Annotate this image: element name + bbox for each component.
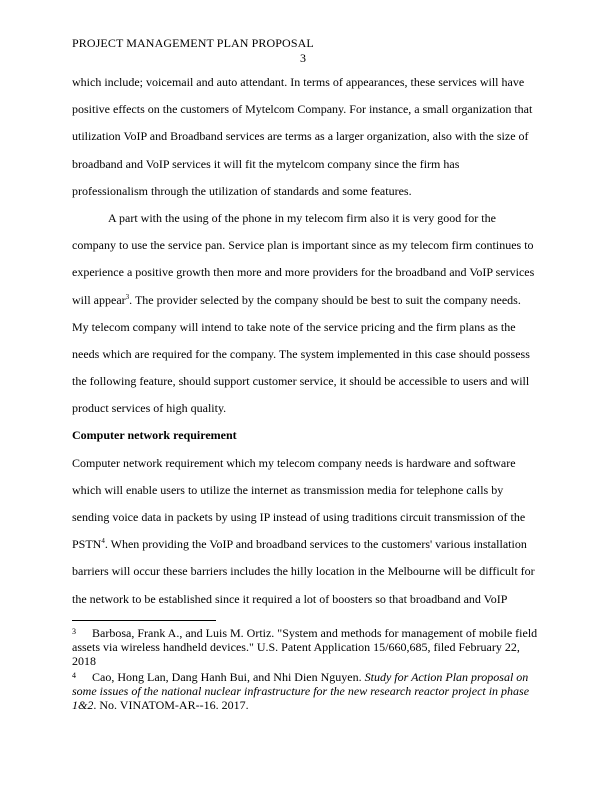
body-line: product services of high quality. bbox=[72, 401, 227, 416]
body-line bbox=[72, 287, 542, 314]
body-line: which will enable users to utilize the internet as transmission media for telephone calls by bbox=[72, 482, 504, 497]
body-line: utilization VoIP and Broadband services are terms as a larger organization, also with the size of bbox=[72, 129, 529, 144]
footnote-text: . No. VINATOM-AR--16. 2017. bbox=[93, 698, 249, 712]
body-line: experience a positive growth then more and more providers for the broadband and VoIP services bbox=[72, 265, 535, 280]
body-line: sending voice data in packets by using IP instead of using traditions circuit transmission of the bbox=[72, 510, 526, 524]
footnote-separator bbox=[72, 620, 216, 621]
body-line: the following feature, should support customer service, it should be accessible to users and will bbox=[72, 374, 530, 389]
footnote-3 bbox=[72, 625, 542, 668]
body-line: My telecom company will intend to take note of the service pricing and the firm plans as the bbox=[72, 319, 516, 334]
header-title: PROJECT MANAGEMENT PLAN PROPOSAL bbox=[72, 36, 314, 50]
body-line: the network to be established since it required a lot of boosters so that broadband and VoIP bbox=[72, 591, 508, 606]
footnotes bbox=[72, 625, 542, 713]
body-line bbox=[72, 531, 542, 558]
line-text: . When providing the VoIP and broadband services to the customers' various installation bbox=[104, 537, 527, 552]
body-line: needs which are required for the company. The system implemented in this case should possess bbox=[72, 346, 530, 361]
footnote-ref-4[interactable]: 4 bbox=[101, 537, 105, 546]
line-text: PSTN bbox=[72, 537, 102, 552]
section-heading: Computer network requirement bbox=[72, 428, 237, 443]
body-line: company to use the service pan. Service plan is important since as my telecom firm continues to bbox=[72, 238, 534, 253]
body-line: Computer network requirement which my telecom company needs is hardware and software bbox=[72, 455, 516, 470]
footnote-text: Barbosa, Frank A., and Luis M. Ortiz. "System and methods for management of mobile field assets via wireless handheld devices." U.S. Patent Application 15/660,685, filed February 22, 2018 bbox=[72, 626, 538, 668]
body-line: broadband and VoIP services it will fit the mytelcom company since the firm has bbox=[72, 156, 460, 171]
page-number: 3 bbox=[300, 51, 306, 65]
line-text: will appear bbox=[72, 292, 126, 307]
footnote-4 bbox=[72, 669, 542, 712]
paragraph-first-line: A part with the using of the phone in my telecom firm also it is very good for the bbox=[108, 210, 496, 225]
line-text: . The provider selected by the company should be best to suit the company needs. bbox=[129, 292, 521, 307]
footnote-title: Study for Action Plan proposal on some issues of the national nuclear infrastructure for the new research reactor project in phase 1&2 bbox=[72, 670, 530, 712]
body-text bbox=[72, 69, 542, 613]
body-line: barriers will occur these barriers includes the hilly location in the Melbourne will be difficult for bbox=[72, 564, 535, 579]
body-line: professionalism through the utilization of standards and some features. bbox=[72, 183, 412, 198]
footnote-authors: Cao, Hong Lan, Dang Hanh Bui, and Nhi Dien Nguyen. bbox=[92, 670, 365, 684]
footnote-number: 3 bbox=[72, 627, 76, 636]
body-line: positive effects on the customers of Mytelcom Company. For instance, a small organization that bbox=[72, 102, 533, 117]
footnote-number: 4 bbox=[72, 671, 76, 680]
footnote-ref-3[interactable]: 3 bbox=[125, 292, 130, 301]
body-line: which include; voicemail and auto attendant. In terms of appearances, these services will have bbox=[72, 75, 525, 89]
